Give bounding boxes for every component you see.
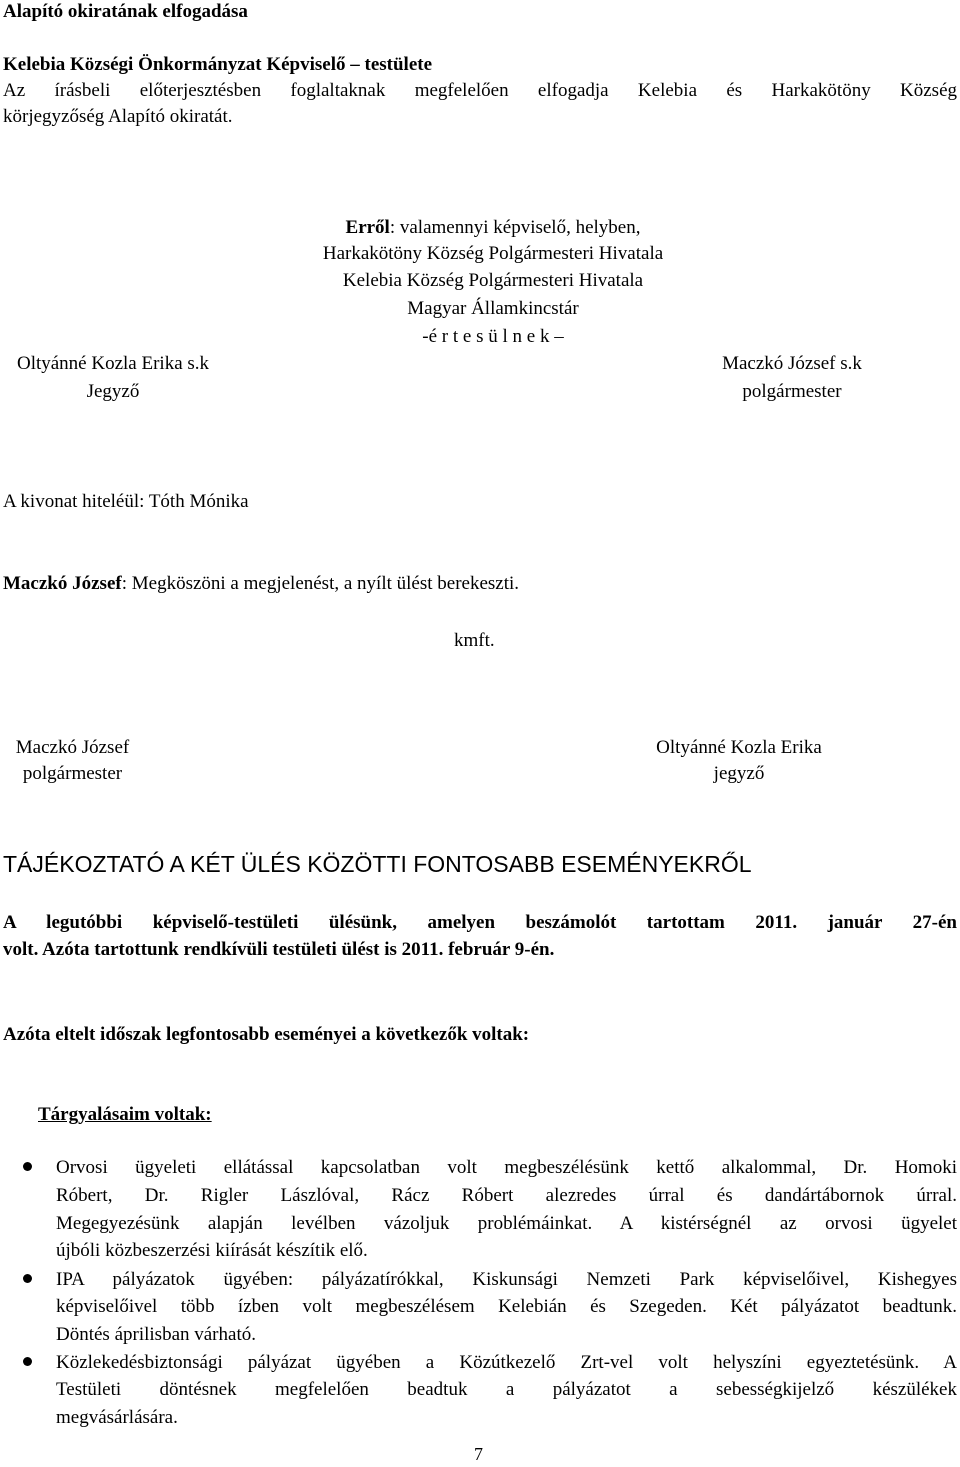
sign1-right-name: Maczkó József s.k	[722, 353, 862, 374]
sign2-right-title: jegyző	[713, 763, 765, 784]
section-title: Alapító okiratának elfogadása	[3, 1, 248, 22]
notify-line1-rest: : valamennyi képviselő, helyben,	[389, 217, 641, 238]
attestation: A kivonat hiteléül: Tóth Mónika	[3, 491, 249, 512]
kmft: kmft.	[454, 630, 495, 651]
notify-erről: Erről	[345, 217, 390, 238]
closing-speaker: Maczkó József	[3, 573, 122, 594]
notify-line1	[200, 215, 786, 241]
item2-line3: Döntés áprilisban várható.	[56, 1324, 256, 1345]
notify-line2: Harkakötöny Község Polgármesteri Hivatala	[322, 243, 664, 264]
item1-line3: Megegyezésünk alapján levélben vázoljuk problémáinkat. A kistérségnél az orvosi ügyelet	[56, 1213, 957, 1234]
negotiations-heading: Tárgyalásaim voltak:	[38, 1104, 212, 1125]
sign1-left-name: Oltyánné Kozla Erika s.k	[16, 353, 210, 374]
report-para-line2: volt. Azóta tartottunk rendkívüli testületi ülést is 2011. február 9-én.	[3, 939, 555, 960]
bullet-3	[23, 1357, 32, 1366]
item2-line1: IPA pályázatok ügyében: pályázatírókkal, Kiskunsági Nemzeti Park képviselőivel, Kishegyes	[56, 1269, 957, 1290]
sign2-left-name: Maczkó József	[15, 737, 130, 758]
decision-text-line2: körjegyzőség Alapító okiratát.	[3, 106, 233, 127]
item1-line1: Orvosi ügyeleti ellátással kapcsolatban volt megbeszélésünk kettő alkalommal, Dr. Homoki	[56, 1157, 957, 1178]
closing-line	[3, 571, 519, 597]
report-para-line1: A legutóbbi képviselő-testületi ülésünk, amelyen beszámolót tartottam 2011. január 27-én	[3, 912, 957, 933]
report-heading: TÁJÉKOZTATÓ A KÉT ÜLÉS KÖZÖTTI FONTOSABB ESEMÉNYEKRŐL	[3, 851, 752, 877]
item3-line3: megvásárlására.	[56, 1407, 178, 1428]
decision-heading: Kelebia Községi Önkormányzat Képviselő – testülete	[3, 54, 433, 75]
bullet-2	[23, 1274, 32, 1283]
decision-text-line1: Az írásbeli előterjesztésben foglaltaknak megfelelően elfogadja Kelebia és Harkakötöny Község	[3, 80, 957, 101]
item2-line2: képviselőivel több ízben volt megbeszélésem Kelebián és Szegeden. Két pályázatot beadtunk.	[56, 1296, 957, 1317]
bullet-1	[23, 1162, 32, 1171]
sign1-right-title: polgármester	[742, 381, 842, 402]
sign1-left-title: Jegyző	[86, 381, 140, 402]
notify-line4: Magyar Államkincstár	[407, 298, 579, 319]
item3-line1: Közlekedésbiztonsági pályázat ügyében a Közútkezelő Zrt-vel volt helyszíni egyeztetésünk. A	[56, 1352, 957, 1373]
page-number: 7	[474, 1444, 483, 1464]
item1-line2: Róbert, Dr. Rigler Lászlóval, Rácz Róbert alezredes úrral és dandártábornok úrral.	[56, 1185, 957, 1206]
notify-line5: -é r t e s ü l n e k –	[422, 326, 564, 347]
sign2-left-title: polgármester	[22, 763, 123, 784]
item1-line4: újbóli közbeszerzési kiírását készítik elő.	[56, 1240, 368, 1261]
closing-text: : Megköszöni a megjelenést, a nyílt ülést berekeszti.	[121, 573, 520, 594]
notify-line3: Kelebia Község Polgármesteri Hivatala	[342, 270, 644, 291]
events-intro: Azóta eltelt időszak legfontosabb eseményei a következők voltak:	[3, 1024, 530, 1045]
sign2-right-name: Oltyánné Kozla Erika	[656, 737, 822, 758]
item3-line2: Testületi döntésnek megfelelően beadtuk a pályázatot a sebességkijelző készülékek	[56, 1379, 957, 1400]
